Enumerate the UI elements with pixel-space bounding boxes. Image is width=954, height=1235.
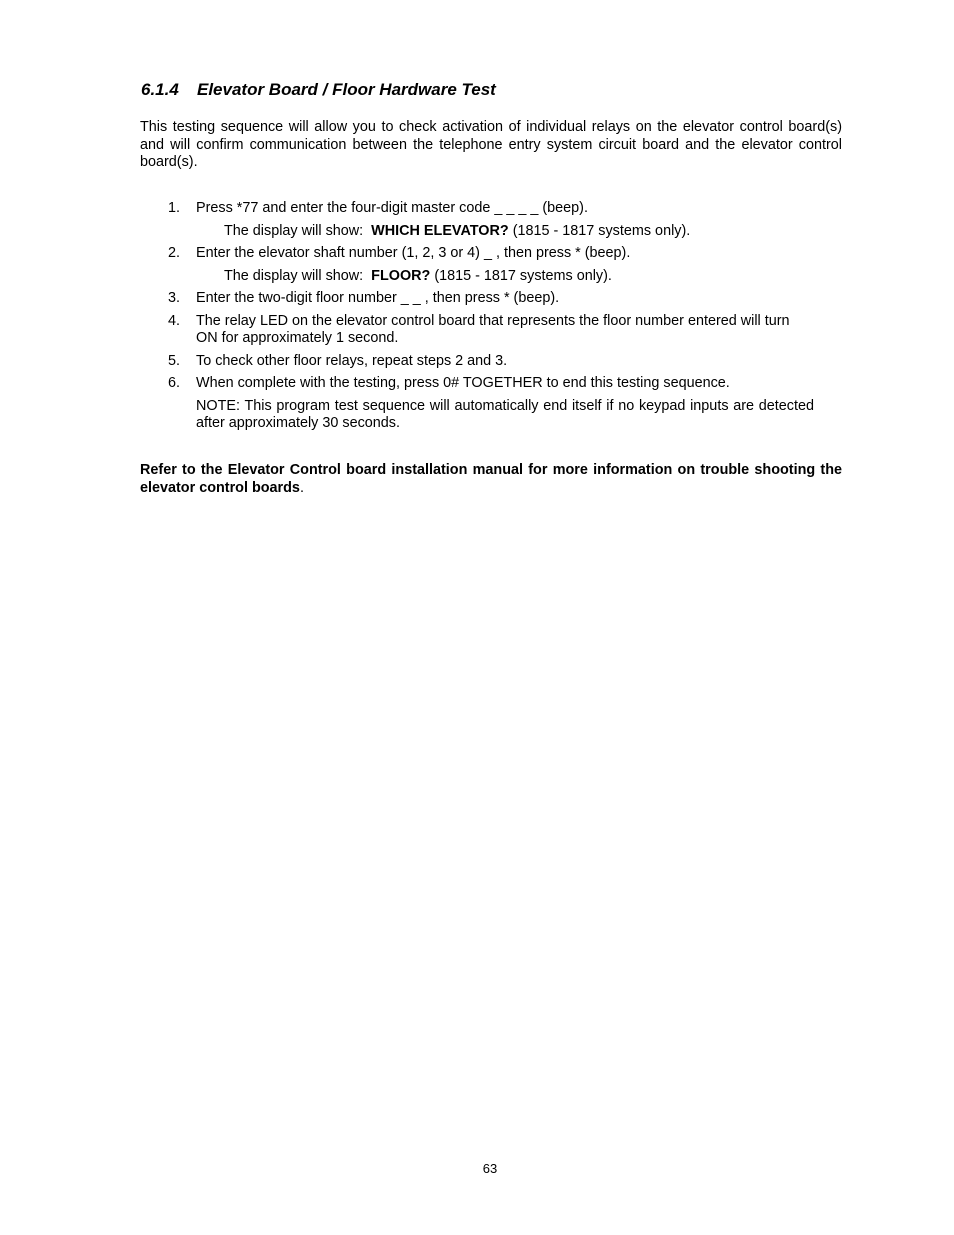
display-line xyxy=(140,223,842,241)
display-suffix: (1815 - 1817 systems only). xyxy=(512,222,691,239)
step-5 xyxy=(140,353,842,371)
step-number: 1. xyxy=(168,200,181,216)
step-text: Press *77 and enter the four-digit master code _ _ _ _ (beep). xyxy=(196,200,588,216)
display-value: FLOOR? xyxy=(371,267,431,284)
step-number: 5. xyxy=(168,352,181,369)
step-number: 3. xyxy=(168,290,181,306)
display-line xyxy=(140,268,842,286)
note-text: NOTE: This program test sequence will automatically end itself if no keypad inputs are detected after approximately 30 seconds. xyxy=(196,397,814,431)
step-6 xyxy=(140,375,842,393)
step-text: Enter the elevator shaft number (1, 2, 3 or 4) _ , then press * (beep). xyxy=(196,245,631,261)
page-number: 63 xyxy=(482,1161,498,1176)
display-prefix: The display will show: xyxy=(224,267,364,284)
step-4 xyxy=(140,313,842,348)
section-title: Elevator Board / Floor Hardware Test xyxy=(197,80,496,99)
step-text: Enter the two-digit floor number _ _ , then press * (beep). xyxy=(196,290,560,306)
step-2 xyxy=(140,245,842,263)
step-number: 2. xyxy=(168,245,181,261)
intro-paragraph: This testing sequence will allow you to check activation of individual relays on the elevator control board(s) and will confirm communication between the telephone entry system circuit board and the elevator control board(s). xyxy=(140,119,842,170)
display-suffix: (1815 - 1817 systems only). xyxy=(434,267,612,284)
section-number: 6.1.4 xyxy=(141,80,179,99)
step-1 xyxy=(140,200,842,218)
closing-paragraph xyxy=(140,462,842,497)
procedure-steps xyxy=(140,200,842,433)
step-text: The relay LED on the elevator control board that represents the floor number entered will turn ON for approximately 1 second. xyxy=(196,312,790,346)
step-text: To check other floor relays, repeat steps 2 and 3. xyxy=(196,352,508,369)
step-number: 6. xyxy=(168,375,181,391)
step-number: 4. xyxy=(168,312,181,329)
display-prefix: The display will show: xyxy=(224,222,364,239)
section-heading xyxy=(141,79,496,100)
step-text: When complete with the testing, press 0# TOGETHER to end this testing sequence. xyxy=(196,375,730,391)
closing-period: . xyxy=(299,479,304,496)
step-3 xyxy=(140,290,842,308)
display-value: WHICH ELEVATOR? xyxy=(371,222,509,239)
closing-bold-text: Refer to the Elevator Control board installation manual for more information on trouble shooting the elevator control boards xyxy=(140,462,842,496)
